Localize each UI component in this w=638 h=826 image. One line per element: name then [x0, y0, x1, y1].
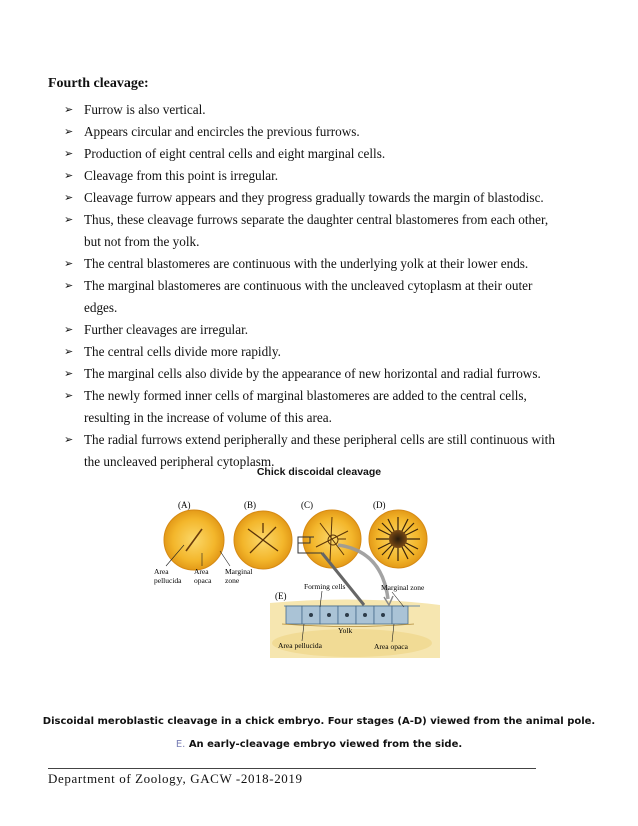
forming-cells-label: Forming cells [304, 582, 346, 591]
marginal-zone-label-e: Marginal zone [381, 583, 425, 592]
list-item: ➢ Cleavage from this point is irregular. [64, 165, 564, 187]
arrow-bullet-icon: ➢ [64, 169, 74, 182]
list-item: ➢ The radial furrows extend peripherally and these peripheral cells are still continuous with the uncleaved peripheral cytoplasm. [64, 429, 564, 473]
arrow-bullet-icon: ➢ [64, 389, 74, 402]
stage-label-d: (D) [373, 500, 386, 510]
list-item: ➢ The newly formed inner cells of marginal blastomeres are added to the central cells, resulting in the increase of volume of this area. [64, 385, 564, 429]
footer-divider [48, 768, 536, 769]
area-pellucida-label-a: Area pellucida [154, 567, 182, 585]
stage-b-disc [234, 511, 292, 569]
arrow-bullet-icon: ➢ [64, 323, 74, 336]
stage-a-disc [164, 510, 224, 570]
stage-label-a: (A) [178, 500, 191, 510]
arrow-bullet-icon: ➢ [64, 125, 74, 138]
cleavage-diagram [152, 493, 442, 658]
list-item: ➢ Cleavage furrow appears and they progress gradually towards the margin of blastodisc. [64, 187, 564, 209]
caption-part-2: E. [175, 739, 186, 750]
arrow-bullet-icon: ➢ [64, 345, 74, 358]
arrow-bullet-icon: ➢ [64, 213, 74, 226]
figure-title: Chick discoidal cleavage [256, 466, 382, 478]
arrow-bullet-icon: ➢ [64, 191, 74, 204]
figure-caption [40, 710, 598, 756]
list-item: ➢ Thus, these cleavage furrows separate the daughter central blastomeres from each other, but not from the yolk. [64, 209, 564, 253]
area-opaca-label-a: Area opaca [194, 567, 212, 585]
list-item: ➢ The marginal blastomeres are continuous with the uncleaved cytoplasm at their outer edges. [64, 275, 564, 319]
stage-label-b: (B) [244, 500, 256, 510]
page-footer: Department of Zoology, GACW -2018-2019 [48, 771, 303, 786]
bullet-list [64, 99, 564, 473]
cleavage-figure [152, 493, 442, 658]
list-item: ➢ The marginal cells also divide by the appearance of new horizontal and radial furrows. [64, 363, 564, 385]
caption-part-1: Discoidal meroblastic cleavage in a chick embryo. Four stages (A-D) viewed from the animal pole. [42, 716, 596, 727]
yolk-label: Yolk [338, 626, 353, 635]
arrow-bullet-icon: ➢ [64, 433, 74, 446]
list-item: ➢ Production of eight central cells and eight marginal cells. [64, 143, 564, 165]
arrow-bullet-icon: ➢ [64, 147, 74, 160]
list-item: ➢ Further cleavages are irregular. [64, 319, 564, 341]
arrow-bullet-icon: ➢ [64, 257, 74, 270]
area-opaca-label-e: Area opaca [374, 642, 408, 651]
arrow-bullet-icon: ➢ [64, 367, 74, 380]
stage-c-disc [303, 510, 361, 568]
list-item: ➢ The central blastomeres are continuous with the underlying yolk at their lower ends. [64, 253, 564, 275]
arrow-bullet-icon: ➢ [64, 279, 74, 292]
stage-label-e: (E) [275, 591, 287, 601]
list-item: ➢ Furrow is also vertical. [64, 99, 564, 121]
arrow-bullet-icon: ➢ [64, 103, 74, 116]
list-item: ➢ Appears circular and encircles the previous furrows. [64, 121, 564, 143]
stage-d-disc [369, 510, 427, 568]
stage-label-c: (C) [301, 500, 313, 510]
list-item: ➢ The central cells divide more rapidly. [64, 341, 564, 363]
area-pellucida-label-e: Area pellucida [278, 641, 322, 650]
caption-part-3: An early-cleavage embryo viewed from the side. [188, 739, 463, 750]
marginal-zone-label-a: Marginal zone [225, 567, 253, 585]
section-heading: Fourth cleavage: [48, 76, 149, 91]
